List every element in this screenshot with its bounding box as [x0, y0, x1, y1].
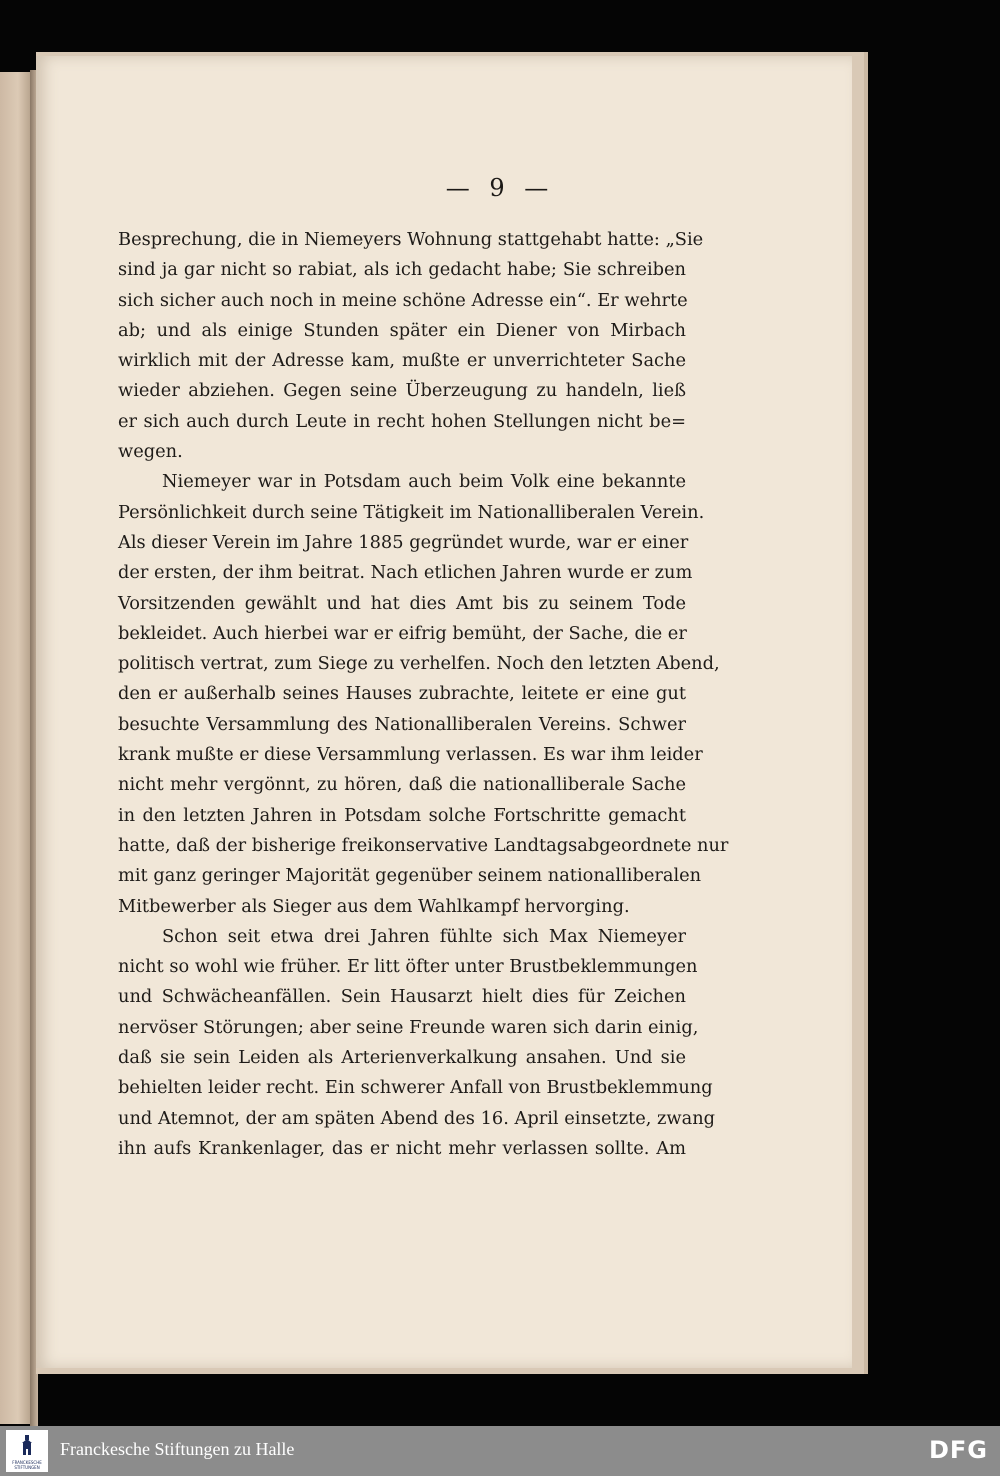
franckesche-logo[interactable]	[6, 1430, 48, 1472]
text-line: nervöser Störungen; aber seine Freunde waren sich darin einig,	[118, 1016, 699, 1038]
text-line: der ersten, der ihm beitrat. Nach etlichen Jahren wurde er zum	[118, 562, 693, 584]
text-line: in den letzten Jahren in Potsdam solche Fortschritte gemacht	[118, 804, 686, 826]
text-line: ihn aufs Krankenlager, das er nicht mehr verlassen sollte. Am	[118, 1137, 686, 1159]
text-line: Mitbewerber als Sieger aus dem Wahlkampf hervorging.	[118, 895, 630, 917]
page-text	[118, 225, 729, 1164]
text-line: nicht so wohl wie früher. Er litt öfter unter Brustbeklemmungen	[118, 956, 698, 978]
text-line: Schon seit etwa drei Jahren fühlte sich Max Niemeyer	[162, 925, 686, 947]
facing-page-edge	[0, 72, 30, 1424]
text-line: Persönlichkeit durch seine Tätigkeit im Nationalliberalen Verein.	[118, 501, 705, 523]
text-line: politisch vertrat, zum Siege zu verhelfen. Noch den letzten Abend,	[118, 653, 720, 675]
text-line: Besprechung, die in Niemeyers Wohnung stattgehabt hatte: „Sie	[118, 229, 704, 250]
page-number: — 9 —	[445, 174, 555, 202]
dfg-logo[interactable]: DFG	[928, 1436, 988, 1464]
text-line: behielten leider recht. Ein schwerer Anfall von Brustbeklemmung	[118, 1077, 713, 1099]
text-line: bekleidet. Auch hierbei war er eifrig bemüht, der Sache, die er	[118, 622, 687, 644]
text-line: sich sicher auch noch in meine schöne Adresse ein“. Er wehrte	[118, 289, 688, 311]
text-line: mit ganz geringer Majorität gegenüber seinem nationalliberalen	[118, 865, 702, 887]
text-line: hatte, daß der bisherige freikonservative Landtagsabgeordnete nur	[118, 834, 729, 856]
text-line: und Atemnot, der am späten Abend des 16. April einsetzte, zwang	[118, 1107, 716, 1129]
text-line: Als dieser Verein im Jahre 1885 gegründet wurde, war er einer	[118, 531, 689, 553]
text-line: wirklich mit der Adresse kam, mußte er unverrichteter Sache	[118, 350, 686, 372]
text-line: wegen.	[118, 441, 183, 463]
text-line: er sich auch durch Leute in recht hohen Stellungen nicht be=	[118, 410, 686, 432]
text-line: daß sie sein Leiden als Arterienverkalkung ansahen. Und sie	[118, 1047, 686, 1069]
text-line: sind ja gar nicht so rabiat, als ich gedacht habe; Sie schreiben	[118, 259, 686, 281]
text-line: nicht mehr vergönnt, zu hören, daß die nationalliberale Sache	[118, 774, 686, 796]
viewer-footer	[0, 1426, 1000, 1476]
text-line: Niemeyer war in Potsdam auch beim Volk eine bekannte	[162, 471, 686, 493]
text-line: wieder abziehen. Gegen seine Überzeugung zu handeln, ließ	[118, 380, 686, 402]
text-line: krank mußte er diese Versammlung verlassen. Es war ihm leider	[118, 744, 703, 766]
logo-caption: FRANCKESCHE STIFTUNGEN	[12, 1460, 42, 1470]
text-line: besuchte Versammlung des Nationalliberalen Vereins. Schwer	[118, 713, 686, 735]
building-icon	[21, 1435, 33, 1457]
text-line: den er außerhalb seines Hauses zubrachte, leitete er eine gut	[118, 683, 686, 705]
text-line: Vorsitzenden gewählt und hat dies Amt bis zu seinem Tode	[118, 592, 686, 614]
text-line: und Schwächeanfällen. Sein Hausarzt hielt dies für Zeichen	[118, 986, 686, 1008]
institution-title[interactable]: Franckesche Stiftungen zu Halle	[60, 1439, 295, 1459]
text-line: ab; und als einige Stunden später ein Diener von Mirbach	[118, 319, 686, 341]
